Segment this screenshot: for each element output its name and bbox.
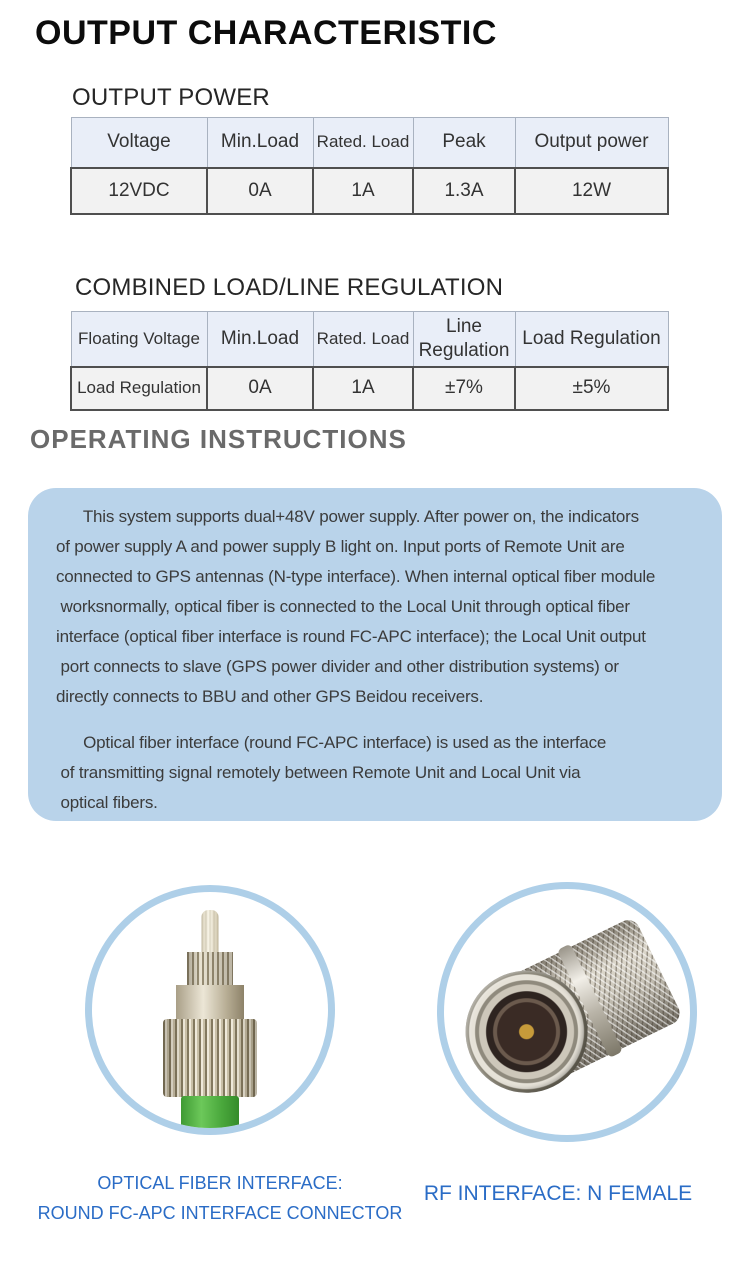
cell-peak-value: 1.3A [413, 168, 515, 214]
cell-output-power-value: 12W [515, 168, 668, 214]
cell-rated-load-value: 1A [313, 168, 413, 214]
header-cell-voltage: Voltage [71, 118, 207, 168]
operating-instructions-heading: OPERATING INSTRUCTIONS [30, 424, 407, 454]
n-female-connector-illustration [444, 889, 690, 1135]
header-cell-min-load: Min.Load [207, 312, 313, 367]
header-cell-min-load: Min.Load [207, 118, 313, 168]
regulation-table [70, 311, 669, 411]
fc-caption-line-1: OPTICAL FIBER INTERFACE: [97, 1173, 343, 1193]
nf-photo-caption: RF INTERFACE: N FEMALE [423, 1182, 693, 1205]
cell-load-regulation-value: ±5% [515, 367, 668, 410]
instructions-line: This system supports dual+48V power supply. After power on, the indicators [56, 507, 639, 526]
header-cell-floating-voltage: Floating Voltage [71, 312, 207, 367]
header-cell-peak: Peak [413, 118, 515, 168]
fc-collar [187, 952, 233, 986]
instructions-line: port connects to slave (GPS power divider and other distribution systems) or [56, 657, 619, 676]
fc-knurled-nut [163, 1019, 257, 1097]
regulation-heading: COMBINED LOAD/LINE REGULATION [75, 274, 504, 301]
instructions-line: worksnormally, optical fiber is connected to the Local Unit through optical fiber [56, 597, 630, 616]
fc-apc-connector-illustration [92, 892, 328, 1128]
instructions-line: Optical fiber interface (round FC-APC interface) is used as the interface [56, 733, 607, 752]
output-power-heading: OUTPUT POWER [72, 84, 270, 111]
instructions-line: of transmitting signal remotely between Remote Unit and Local Unit via [56, 763, 581, 782]
page-title: OUTPUT CHARACTERISTIC [35, 14, 497, 52]
table-row [71, 367, 668, 410]
fc-barrel [176, 985, 244, 1020]
fc-photo-caption [30, 1168, 410, 1228]
header-cell-output-power: Output power [515, 118, 668, 168]
cell-load-regulation-label: Load Regulation [71, 367, 207, 410]
fc-ferrule [202, 910, 219, 956]
instructions-line: optical fibers. [56, 793, 158, 812]
instructions-line: directly connects to BBU and other GPS Beidou receivers. [56, 687, 484, 706]
n-female-connector-photo [437, 882, 697, 1142]
instructions-line: of power supply A and power supply B light on. Input ports of Remote Unit are [56, 537, 625, 556]
cell-min-load-value: 0A [207, 168, 313, 214]
instructions-paragraph-1 [56, 502, 722, 712]
header-cell-rated-load: Rated. Load [313, 118, 413, 168]
fc-green-cable [181, 1096, 239, 1128]
output-power-table [70, 117, 669, 215]
instructions-line: connected to GPS antennas (N-type interface). When internal optical fiber module [56, 567, 656, 586]
instructions-paragraph-2 [56, 728, 722, 818]
instructions-line: interface (optical fiber interface is round FC-APC interface); the Local Unit output [56, 627, 646, 646]
operating-instructions-panel [28, 488, 722, 821]
header-cell-rated-load: Rated. Load [313, 312, 413, 367]
table-header-row [71, 118, 668, 168]
table-row [71, 168, 668, 214]
n-connector-body-group [444, 907, 690, 1117]
cell-rated-load-value: 1A [313, 367, 413, 410]
table-header-row [71, 312, 668, 367]
cell-voltage-value: 12VDC [71, 168, 207, 214]
fc-caption-line-2: ROUND FC-APC INTERFACE CONNECTOR [37, 1203, 403, 1223]
cell-min-load-value: 0A [207, 367, 313, 410]
header-cell-line-regulation: Line Regulation [413, 312, 515, 367]
header-cell-load-regulation: Load Regulation [515, 312, 668, 367]
fc-apc-connector-photo [85, 885, 335, 1135]
cell-line-regulation-value: ±7% [413, 367, 515, 410]
